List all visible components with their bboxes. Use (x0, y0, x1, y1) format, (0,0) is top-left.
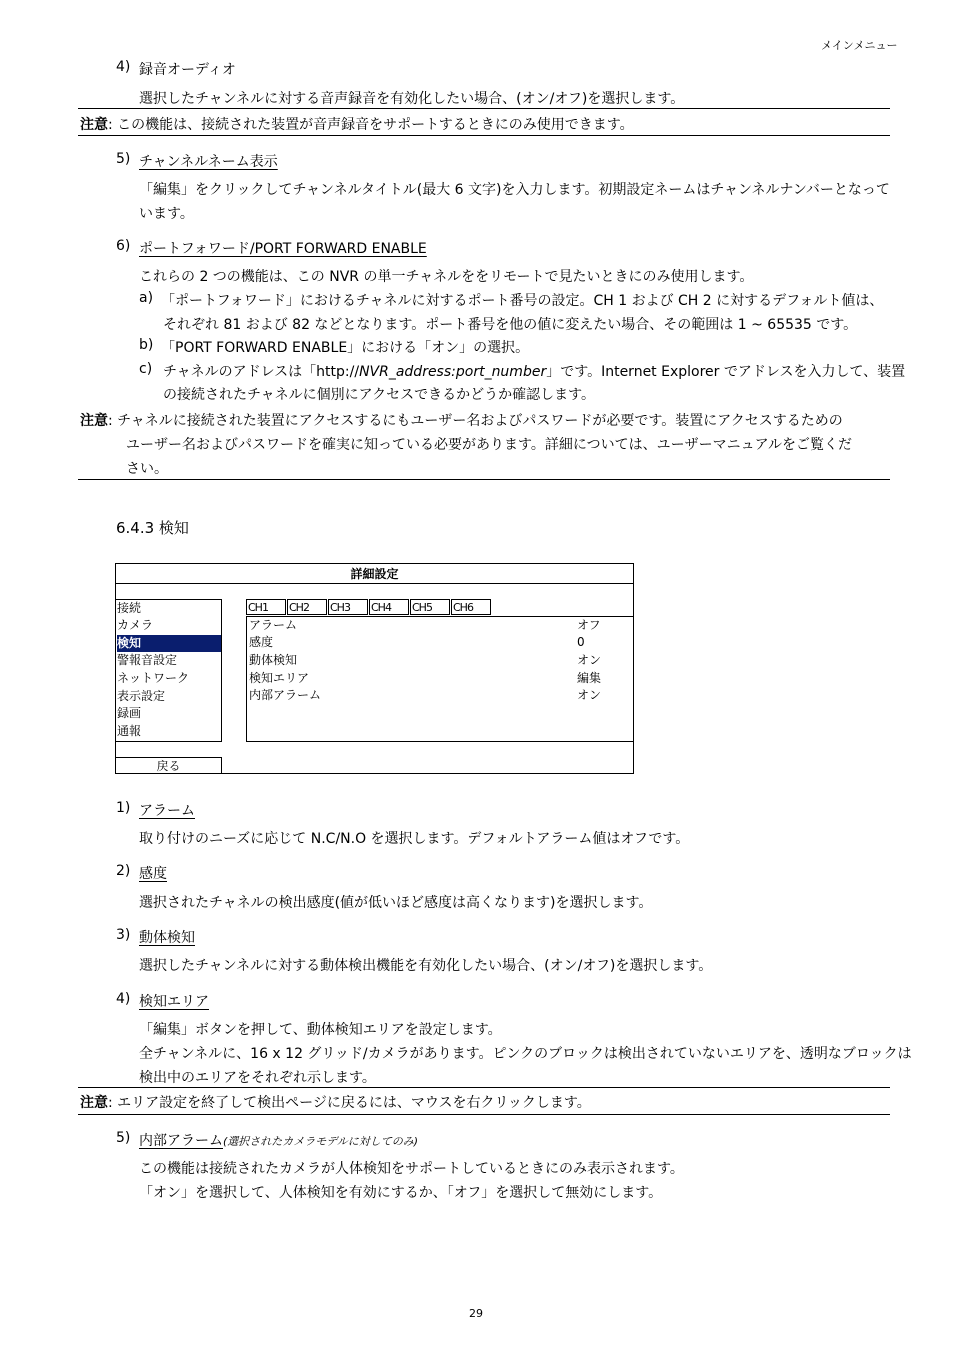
menu-item-network[interactable]: ネットワーク (117, 671, 190, 685)
list-mark: c) (139, 361, 153, 377)
note-label: 注意 (80, 1095, 108, 1111)
tab-ch3[interactable]: CH3 (328, 599, 368, 615)
running-header: メインメニュー (821, 39, 898, 52)
item-title-sensitivity: 感度 (139, 866, 167, 882)
item-text: この機能は接続されたカメラが人体検知をサポートしているときにのみ表示されます。 (139, 1161, 684, 1177)
item-text: 「編集」をクリックしてチャンネルタイトル(最大 6 文字)を入力します。初期設定ネームはチャンネルナンバーとなって (139, 182, 890, 198)
note-rule-bottom (78, 479, 890, 480)
menu-item-record[interactable]: 録画 (117, 706, 142, 720)
item-text: 全チャンネルに、16 x 12 グリッド/カメラがあります。ピンクのブロックは検出されていないエリアを、透明なブロックは (139, 1046, 912, 1062)
address-prefix: チャネルのアドレスは「http:// (163, 364, 360, 380)
item-text: 選択したチャンネルに対する音声録音を有効化したい場合、(オン/オフ)を選択します。 (139, 91, 685, 107)
setting-label-alarm: アラーム (249, 618, 298, 632)
detection-settings-panel (246, 616, 634, 742)
menu-item-detection[interactable]: 検知 (117, 635, 221, 652)
item-text: 選択されたチャネルの検出感度(値が低いほど感度は高くなります)を選択します。 (139, 895, 653, 911)
tab-ch2[interactable]: CH2 (287, 599, 327, 615)
note-label: 注意 (80, 413, 108, 429)
item-title-port-forward: ポートフォワード/PORT FORWARD ENABLE (139, 241, 427, 257)
item-text: 取り付けのニーズに応じて N.C/N.O を選択します。デフォルトアラーム値はオフです。 (139, 831, 690, 847)
item-title-audio-recording: 録音オーディオ (139, 62, 236, 78)
note-rule-bottom (78, 135, 890, 136)
menu-item-notification[interactable]: 通報 (117, 724, 142, 738)
note-label: 注意 (80, 117, 108, 133)
item-text: います。 (139, 206, 194, 222)
setting-label-motion: 動体検知 (249, 653, 298, 667)
setting-label-internal-alarm: 内部アラーム (249, 688, 322, 702)
menu-item-alert-sound[interactable]: 警報音設定 (117, 653, 178, 667)
tab-ch5[interactable]: CH5 (410, 599, 450, 615)
note-text: : この機能は、接続された装置が音声録音をサポートするときにのみ使用できます。 (108, 117, 634, 133)
list-text: 「ポートフォワード」におけるチャネルに対するポート番号の設定。CH 1 および CH 2 に対するデフォルト値は、 (161, 293, 884, 309)
note-text: さい。 (126, 461, 168, 477)
section-heading: 6.4.3 検知 (116, 519, 189, 537)
page-number: 29 (469, 1307, 483, 1320)
item-number: 2) (116, 863, 131, 879)
tab-ch4[interactable]: CH4 (369, 599, 409, 615)
tab-ch1[interactable]: CH1 (246, 599, 286, 615)
item-text: 「編集」ボタンを押して、動体検知エリアを設定します。 (139, 1022, 502, 1038)
item-number: 5) (116, 1130, 131, 1146)
item-text: 検出中のエリアをそれぞれ示します。 (139, 1070, 376, 1086)
item-text: 選択したチャンネルに対する動体検出機能を有効化したい場合、(オン/オフ)を選択します。 (139, 958, 713, 974)
item-number: 4) (116, 991, 131, 1007)
note-2 (80, 410, 843, 430)
note-text: ユーザー名およびパスワードを確実に知っている必要があります。詳細については、ユーザーマニュアルをご覧くだ (126, 437, 853, 453)
item-title-alarm: アラーム (139, 803, 195, 819)
setting-value-sensitivity[interactable]: 0 (577, 635, 585, 649)
address-placeholder: NVR_address:port_number (359, 364, 547, 380)
note-text: : チャネルに接続された装置にアクセスするにもユーザー名およびパスワードが必要です。装置にアクセスするための (108, 413, 843, 429)
item-text: これらの 2 つの機能は、この NVR の単一チャネルををリモートで見たいときにのみ使用します。 (139, 269, 754, 285)
list-text-address (163, 361, 905, 381)
setting-label-sensitivity: 感度 (249, 635, 274, 649)
note-3 (80, 1092, 591, 1112)
detail-settings-dialog (115, 563, 634, 774)
item-text: 「オン」を選択して、人体検知を有効にするか、「オフ」を選択して無効にします。 (139, 1185, 663, 1201)
item-title-internal-alarm: 内部アラーム (139, 1133, 223, 1149)
setting-value-motion[interactable]: オン (577, 653, 602, 667)
list-text: それぞれ 81 および 82 などとなります。ポート番号を他の値に変えたい場合、その範囲は 1 ~ 65535 です。 (163, 317, 858, 333)
back-button[interactable]: 戻る (116, 757, 222, 773)
note-rule-top (78, 108, 890, 109)
note-text: : エリア設定を終了して検出ページに戻るには、マウスを右クリックします。 (108, 1095, 591, 1111)
menu-item-camera[interactable]: カメラ (117, 618, 154, 632)
item-number: 1) (116, 800, 131, 816)
note-rule-top (78, 1087, 890, 1088)
item-title-motion: 動体検知 (139, 930, 195, 946)
list-mark: b) (139, 337, 154, 353)
list-mark: a) (139, 290, 154, 306)
item-title-note: (選択されたカメラモデルに対してのみ) (223, 1135, 419, 1148)
note-1 (80, 114, 634, 134)
dialog-title: 詳細設定 (116, 564, 633, 584)
item-number: 5) (116, 151, 131, 167)
menu-item-display[interactable]: 表示設定 (117, 689, 166, 703)
item-title-internal-alarm-line (139, 1130, 418, 1150)
setting-value-alarm[interactable]: オフ (577, 618, 601, 632)
item-number: 6) (116, 238, 131, 254)
list-text: 「PORT FORWARD ENABLE」における「オン」の選択。 (161, 340, 530, 356)
address-suffix: 」です。Internet Explorer でアドレスを入力して、装置 (546, 364, 906, 380)
setting-label-detection-area: 検知エリア (249, 671, 310, 685)
note-rule-bottom (78, 1114, 890, 1115)
setting-value-internal-alarm[interactable]: オン (577, 688, 602, 702)
item-number: 4) (116, 59, 131, 75)
menu-item-connection[interactable]: 接続 (117, 601, 142, 615)
list-text: の接続されたチャネルに個別にアクセスできるかどうか確認します。 (163, 387, 596, 403)
tab-ch6[interactable]: CH6 (451, 599, 491, 615)
setting-value-detection-area[interactable]: 編集 (577, 671, 602, 685)
item-title-detection-area: 検知エリア (139, 994, 209, 1010)
item-title-channel-name: チャンネルネーム表示 (139, 154, 278, 170)
item-number: 3) (116, 927, 131, 943)
settings-menu (116, 599, 222, 742)
